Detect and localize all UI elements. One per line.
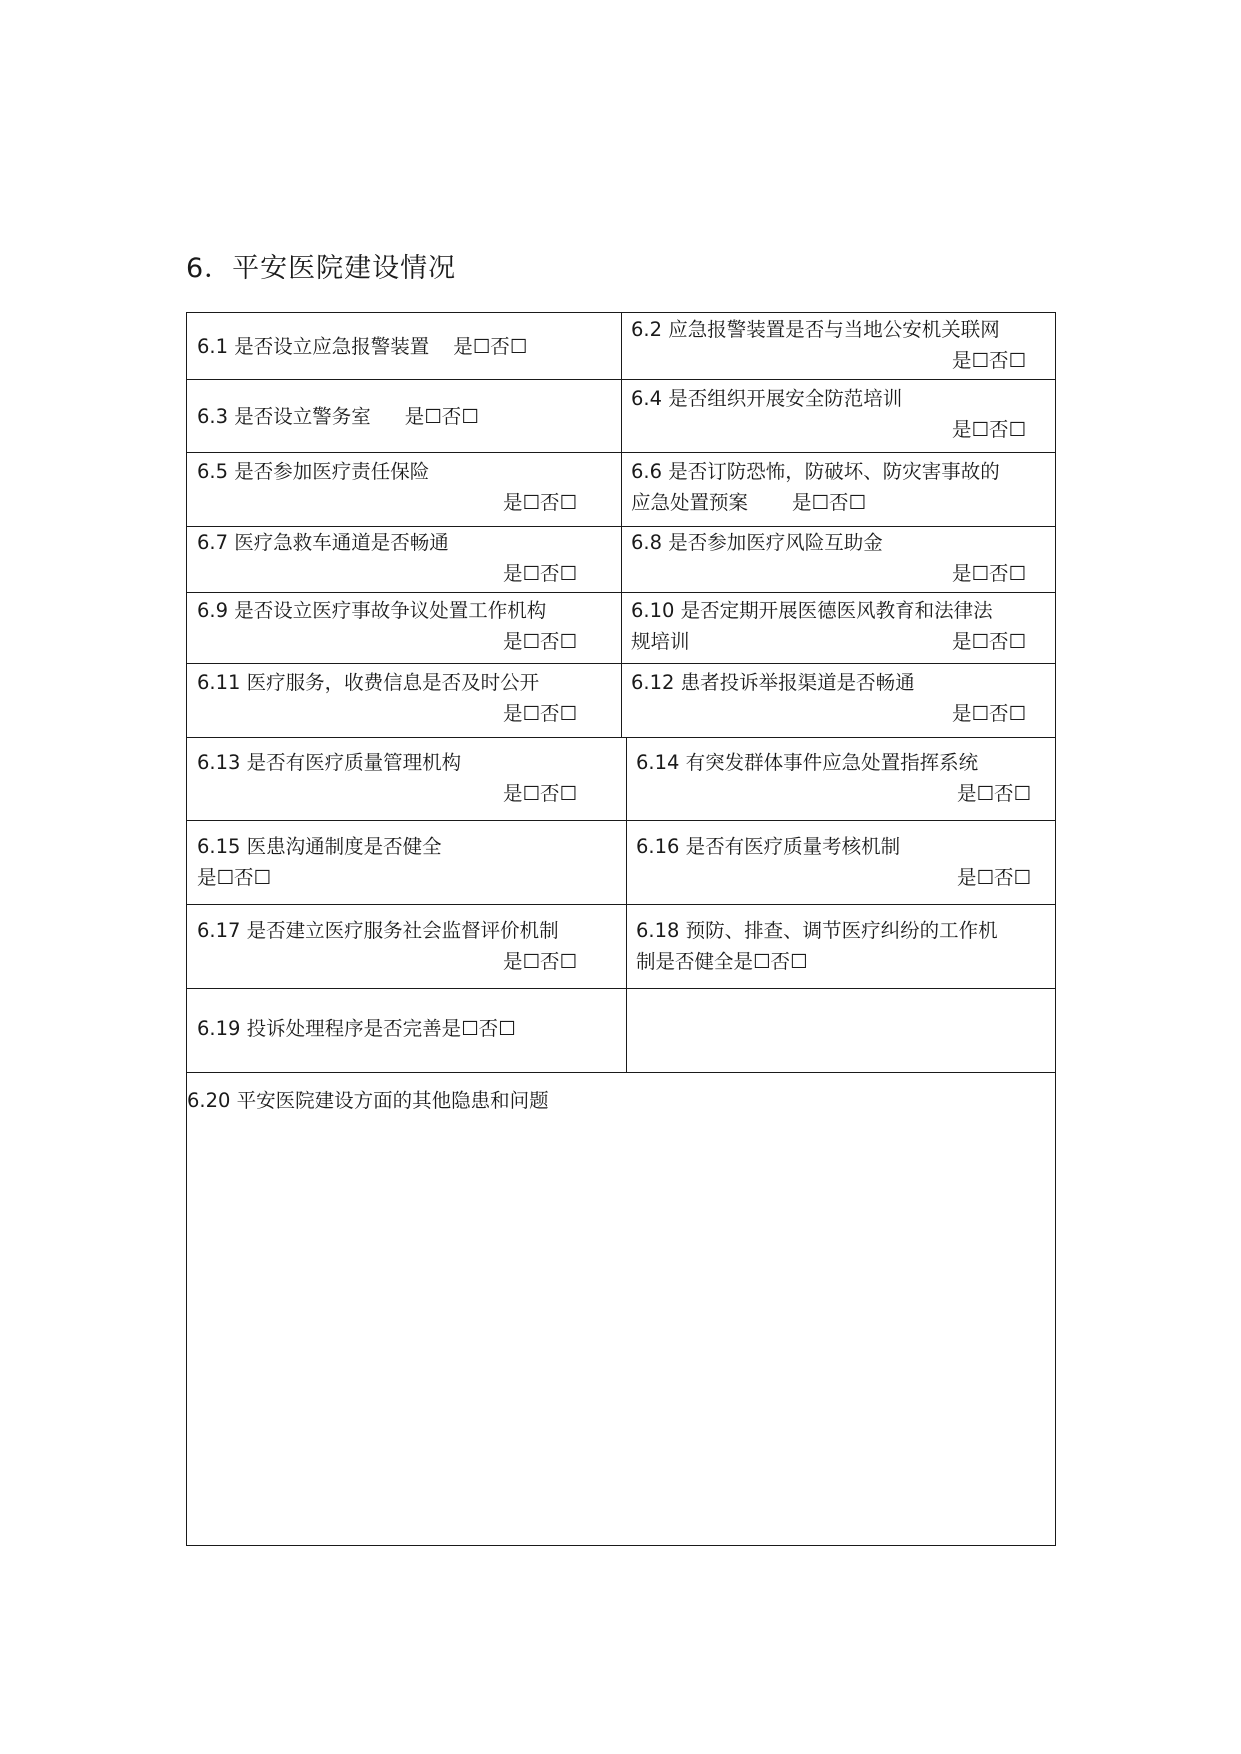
- yes-no-checkbox[interactable]: 是☐否☐: [952, 630, 1026, 653]
- item-6-9-text: 6.9 是否设立医疗事故争议处置工作机构: [197, 599, 547, 622]
- item-6-20-text: 6.20 平安医院建设方面的其他隐患和问题: [187, 1089, 549, 1112]
- item-6-3-text: 6.3 是否设立警务室: [197, 405, 371, 428]
- item-6-2-text: 6.2 应急报警装置是否与当地公安机关联网: [631, 318, 1000, 341]
- yes-no-checkbox[interactable]: 是☐否☐: [792, 491, 866, 514]
- item-6-17: [197, 915, 577, 977]
- item-6-10: [631, 595, 1026, 657]
- yes-no-checkbox[interactable]: 是☐否☐: [503, 630, 577, 653]
- item-6-12-text: 6.12 患者投诉举报渠道是否畅通: [631, 671, 915, 694]
- item-6-17-text: 6.17 是否建立医疗服务社会监督评价机制: [197, 919, 559, 942]
- item-6-10-text: 6.10 是否定期开展医德医风教育和法律法: [631, 599, 993, 622]
- page-title: 6．平安医院建设情况: [186, 253, 457, 284]
- item-6-5-text: 6.5 是否参加医疗责任保险: [197, 460, 430, 483]
- yes-no-checkbox[interactable]: 是☐否☐: [503, 950, 577, 973]
- yes-no-checkbox[interactable]: 是☐否☐: [952, 418, 1026, 441]
- item-6-19-text[interactable]: 6.19 投诉处理程序是否完善是☐否☐: [197, 1017, 516, 1040]
- yes-no-checkbox[interactable]: 是☐否☐: [453, 335, 528, 358]
- item-6-16: [636, 831, 1031, 893]
- item-6-15: [197, 831, 577, 893]
- row-divider: [187, 988, 1055, 989]
- column-divider: [626, 737, 627, 1072]
- item-6-20: [187, 1085, 1047, 1116]
- row-divider: [187, 820, 1055, 821]
- item-6-3: [197, 401, 611, 432]
- item-6-4: [631, 383, 1026, 445]
- item-6-13: [197, 747, 577, 809]
- yes-no-checkbox[interactable]: 是☐否☐: [503, 562, 577, 585]
- item-6-13-text: 6.13 是否有医疗质量管理机构: [197, 751, 462, 774]
- item-6-10-text-cont: 规培训: [631, 630, 690, 653]
- item-6-18: [636, 915, 1046, 977]
- yes-no-checkbox[interactable]: 是☐否☐: [952, 562, 1026, 585]
- yes-no-checkbox[interactable]: 是☐否☐: [957, 866, 1031, 889]
- yes-no-checkbox[interactable]: 是☐否☐: [503, 782, 577, 805]
- item-6-6-text-cont: 应急处置预案: [631, 491, 749, 514]
- yes-no-checkbox[interactable]: 是☐否☐: [957, 782, 1031, 805]
- item-6-6: [631, 456, 1051, 518]
- row-divider: [187, 737, 1055, 738]
- yes-no-checkbox[interactable]: 是☐否☐: [197, 866, 271, 889]
- item-6-14-text: 6.14 有突发群体事件应急处置指挥系统: [636, 751, 979, 774]
- item-6-1-text: 6.1 是否设立应急报警装置: [197, 335, 430, 358]
- row-divider: [187, 904, 1055, 905]
- item-6-7-text: 6.7 医疗急救车通道是否畅通: [197, 531, 449, 554]
- row-divider: [187, 1072, 1055, 1073]
- item-6-12: [631, 667, 1026, 729]
- item-6-6-text: 6.6 是否订防恐怖，防破坏、防灾害事故的: [631, 460, 1000, 483]
- other-issues-text-area[interactable]: [189, 1123, 1053, 1541]
- item-6-16-text: 6.16 是否有医疗质量考核机制: [636, 835, 901, 858]
- yes-no-checkbox[interactable]: 是☐否☐: [952, 702, 1026, 725]
- item-6-8-text: 6.8 是否参加医疗风险互助金: [631, 531, 883, 554]
- item-6-7: [197, 527, 577, 589]
- yes-no-checkbox[interactable]: 是☐否☐: [503, 702, 577, 725]
- item-6-5: [197, 456, 577, 518]
- item-6-18-text-cont[interactable]: 制是否健全是☐否☐: [636, 950, 808, 973]
- item-6-15-text: 6.15 医患沟通制度是否健全: [197, 835, 442, 858]
- item-6-2: [631, 314, 1026, 376]
- item-6-1: [197, 331, 611, 362]
- yes-no-checkbox[interactable]: 是☐否☐: [404, 405, 479, 428]
- yes-no-checkbox[interactable]: 是☐否☐: [503, 491, 577, 514]
- item-6-11-text: 6.11 医疗服务，收费信息是否及时公开: [197, 671, 540, 694]
- item-6-8: [631, 527, 1026, 589]
- column-divider: [621, 313, 622, 737]
- item-6-11: [197, 667, 577, 729]
- item-6-9: [197, 595, 577, 657]
- safety-form-table: [186, 312, 1056, 1546]
- yes-no-checkbox[interactable]: 是☐否☐: [952, 349, 1026, 372]
- item-6-4-text: 6.4 是否组织开展安全防范培训: [631, 387, 903, 410]
- item-6-18-text: 6.18 预防、排查、调节医疗纠纷的工作机: [636, 919, 998, 942]
- item-6-19: [197, 1013, 617, 1044]
- item-6-14: [636, 747, 1031, 809]
